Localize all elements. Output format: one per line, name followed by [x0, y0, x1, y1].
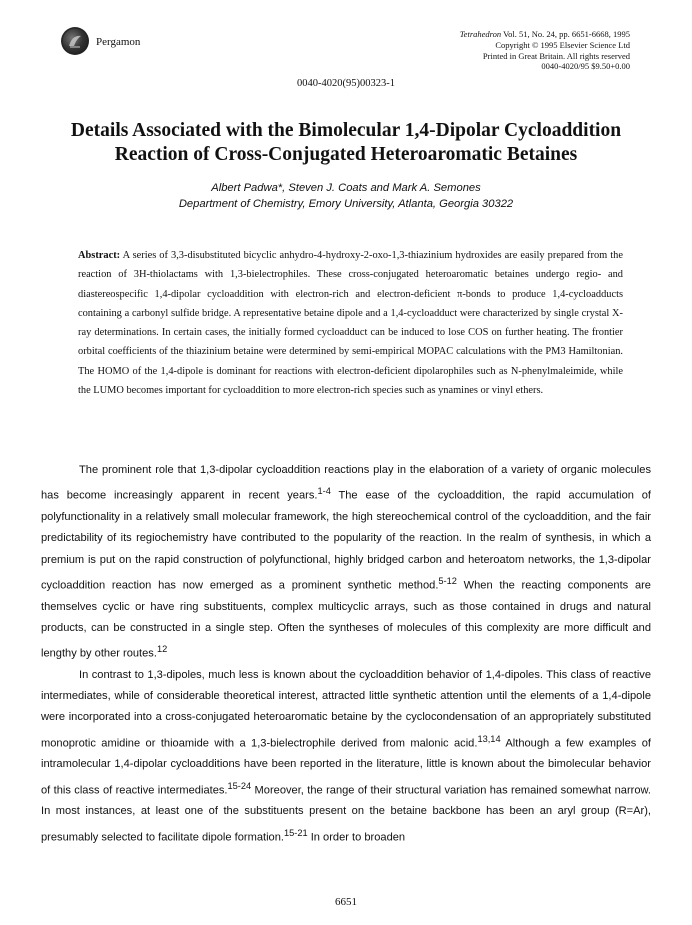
p1-sentence-2: The ease of the cycloaddition, the rapid accumulation of polyfunctionality in a relatively small molecular framework, the high stereochemical control of the cycloaddition, and the fair predictability of its regiochemistry have contributed to the popularity of the reaction. In the realm of synthesis, in which a premium is put on the rapid construction of polyfunctional, highly bridged carbon and heteroatom networks, the 1,3-dipolar cycloaddition reaction has now emerged as a prominent synthetic method. [41, 489, 651, 592]
journal-name: Tetrahedron [459, 29, 502, 39]
journal-details: Vol. 51, No. 24, pp. 6651-6668, 1995 [501, 29, 630, 39]
p2-sentence-2: Although a few examples of intramolecular 1,4-dipolar cycloadditions have been reported in the literature, little is known about the bimolecular behavior of this class of reactive intermediates. [41, 737, 651, 797]
p1-sentence-1: The prominent role that 1,3-dipolar cycloaddition reactions play in the elaboration of a variety of organic molecules has become increasingly apparent in recent years. [41, 464, 651, 502]
document-code: 0040-4020(95)00323-1 [297, 78, 395, 89]
copyright-line: Copyright © 1995 Elsevier Science Ltd [495, 39, 630, 50]
abstract [78, 246, 623, 400]
publisher-name: Pergamon [96, 36, 141, 48]
paper-title: Details Associated with the Bimolecular 1,4-Dipolar Cycloaddition Reaction of Cross-Conjugated Heteroaromatic Betaines [70, 120, 622, 165]
paragraph-1 [41, 460, 651, 665]
paragraph-2 [41, 665, 651, 849]
authors: Albert Padwa*, Steven J. Coats and Mark A. Semones [211, 182, 481, 194]
journal-info [460, 29, 630, 72]
p1-ref-2: 5-12 [438, 575, 457, 586]
issn-price-line: 0040-4020/95 $9.50+0.00 [541, 61, 630, 72]
p2-sentence-1: In contrast to 1,3-dipoles, much less is known about the cycloaddition behavior of 1,4-dipoles. This class of reactive intermediates, while of considerable theoretical interest, attracted little synthetic attention until the elements of a 1,4-dipole were incorporated into a cross-conjugated heteroaromatic betaine by the cyclocondensation of an appropriately substituted monoprotic amidine or thioamide with a 1,3-bielectrophile derived from malonic acid. [41, 668, 651, 750]
abstract-text: A series of 3,3-disubstituted bicyclic anhydro-4-hydroxy-2-oxo-1,3-thiazinium hydroxides are easily prepared from the reaction of 3H-thiolactams with 1,3-bielectrophiles. These cross-conjugated heteroaromatic betaines undergo regio- and diastereospecific 1,4-dipolar cycloaddition with electron-rich and electron-deficient π-bonds to produce 1,4-cycloadducts containing a carbonyl sulfide bridge. A representative betaine dipole and a 1,4-cycloadduct were characterized by single crystal X-ray determinations. In certain cases, the initially formed cycloadduct can be induced to lose COS on further heating. The frontier orbital coefficients of the thiazinium betaine were determined by semi-empirical MOPAC calculations with the PM3 Hamiltonian. The HOMO of the 1,4-dipole is dominant for reactions with electron-deficient dipolarophiles such as N-phenylmaleimide, while the LUMO becomes important for cycloaddition to more electron-rich species such as ynamines or vinyl ethers. [78, 250, 623, 397]
p1-sentence-3: When the reacting components are themselves cyclic or have ring substituents, complex multicyclic arrays, such as those contained in drugs and natural products, can be constructed in a single step. Often the syntheses of molecules of this complexity are more difficult and lengthy by other routes. [41, 579, 651, 660]
printed-line: Printed in Great Britain. All rights reserved [482, 50, 630, 61]
abstract-label: Abstract: [78, 250, 121, 261]
p2-ref-2: 15-24 [227, 780, 252, 791]
p2-ref-1: 13,14 [477, 733, 501, 744]
affiliation: Department of Chemistry, Emory University, Atlanta, Georgia 30322 [178, 198, 514, 210]
p2-ref-3: 15-21 [283, 827, 308, 838]
p1-ref-3: 12 [156, 644, 168, 654]
pergamon-logo-icon [61, 27, 89, 55]
body-text [41, 460, 651, 849]
p2-sentence-4: In order to broaden [307, 831, 406, 844]
page-number: 6651 [335, 896, 357, 908]
p1-ref-1: 1-4 [317, 486, 331, 497]
journal-citation [460, 29, 630, 40]
p2-sentence-3: Moreover, the range of their structural variation has remained somewhat narrow. In most instances, at least one of the substituents present on the betaine backbone has been an aryl group (R=Ar), presumably selected to facilitate dipole formation. [41, 784, 651, 844]
